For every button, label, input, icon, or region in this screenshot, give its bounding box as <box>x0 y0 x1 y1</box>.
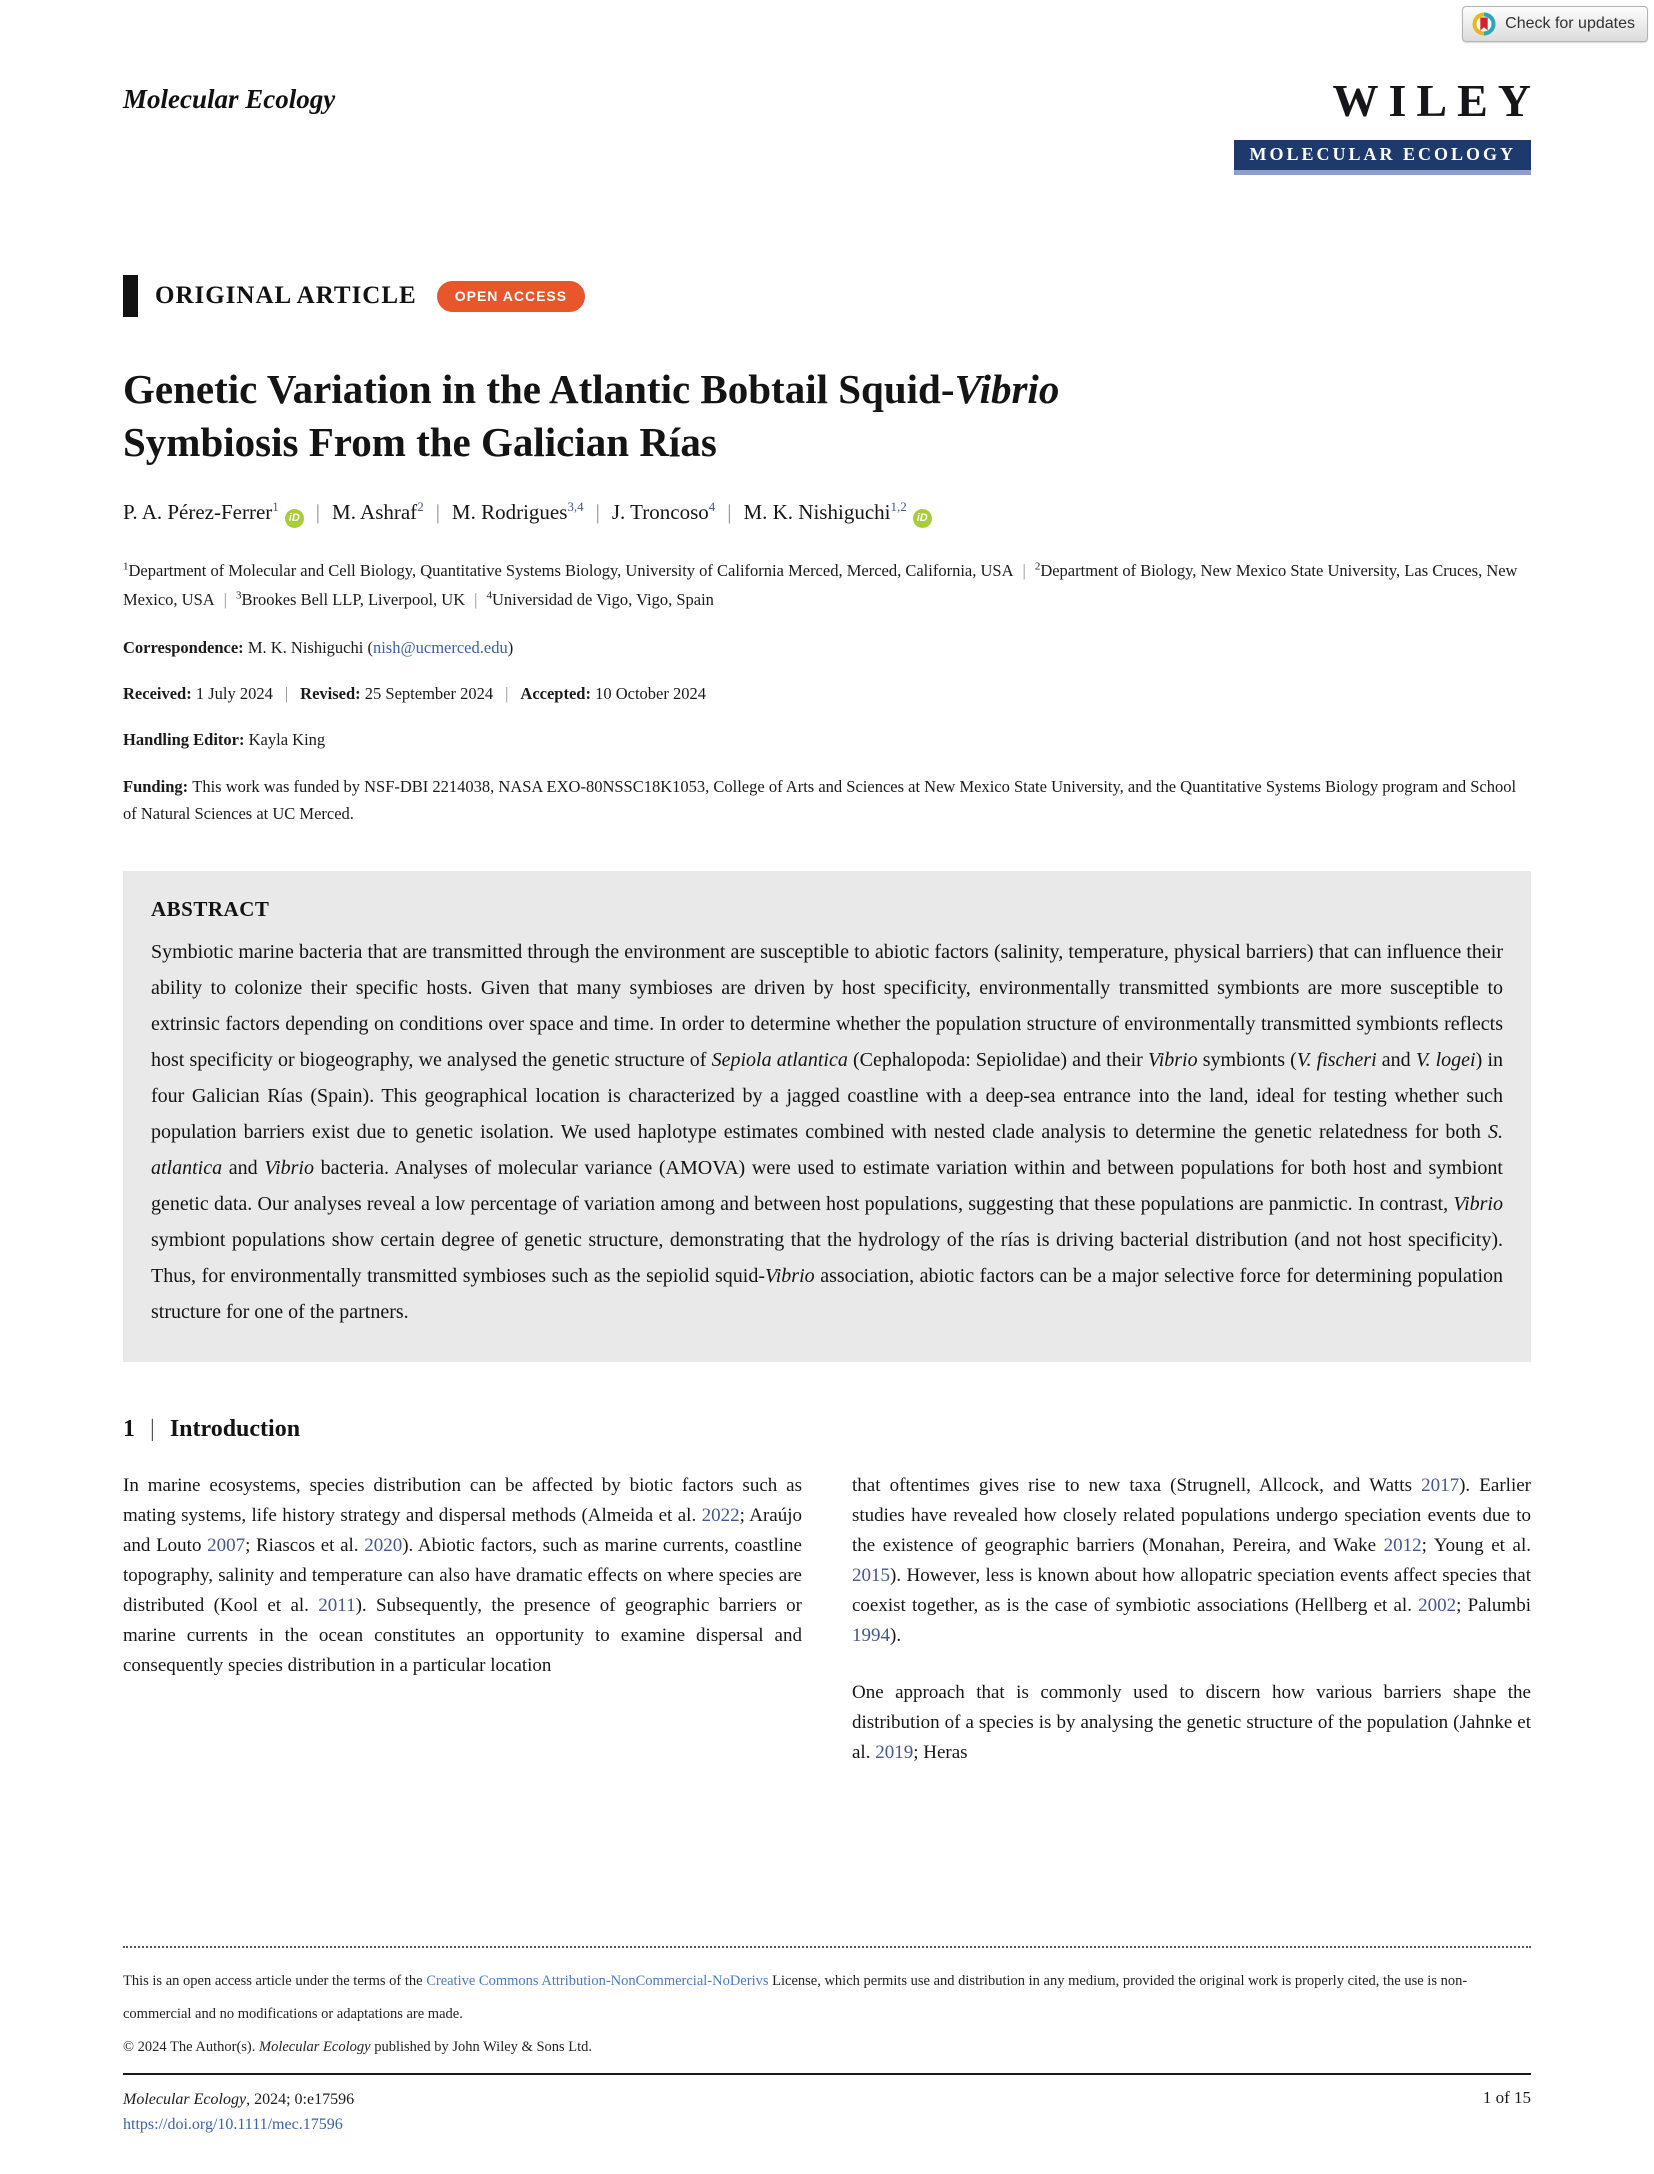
journal-name: Molecular Ecology <box>123 84 336 114</box>
crossmark-icon <box>1472 12 1496 36</box>
separator: | <box>505 684 509 704</box>
citation-link[interactable]: 2017 <box>1421 1475 1460 1497</box>
separator: | <box>474 590 478 610</box>
citation-link[interactable]: 2020 <box>364 1535 403 1557</box>
publisher-block <box>1234 75 1541 175</box>
citation-link[interactable]: 2015 <box>852 1565 890 1587</box>
separator: | <box>435 499 440 524</box>
funding-line: Funding: This work was funded by NSF-DBI 2214038, NASA EXO-80NSSC18K1053, College of Arts and Sciences at New Mexico State University, and the Quantitative Systems Biology program and School of Natural Sciences at UC Merced. <box>123 776 1517 823</box>
footer-citation <box>123 2088 354 2138</box>
license-separator <box>123 1946 1531 1948</box>
license-text: This is an open access article under the terms of the Creative Commons Attribution-NonCommercial-NoDerivs License, which permits use and distribution in any medium, provided the original work is properly cited, the use is non-commercial and no modifications or adaptations are made. <box>123 1973 1468 2022</box>
check-for-updates-button[interactable] <box>1462 6 1648 42</box>
separator: | <box>1022 560 1026 580</box>
intro-col-right <box>852 1471 1531 1768</box>
abstract-text: Symbiotic marine bacteria that are transmitted through the environment are susceptible to abiotic factors (salinity, temperature, physical barriers) that can influence their ability to colonize their specific hosts. Given that many symbioses are driven by host specificity, environmentally transmitted symbionts are more susceptible to extrinsic factors depending on conditions over space and time. In order to determine whether the population structure of environmentally transmitted symbionts reflects host specificity or biogeography, we analysed the genetic structure of Sepiola atlantica (Cephalopoda: Sepiolidae) and their Vibrio symbionts (V. fischeri and V. logei) in four Galician Rías (Spain). This geographical location is characterized by a jagged coastline with a deep-sea entrance into the land, ideal for testing whether such population barriers exist due to genetic isolation. We used haplotype estimates combined with nested clade analysis to determine the genetic relatedness for both S. atlantica and Vibrio bacteria. Analyses of molecular variance (AMOVA) were used to estimate variation within and between populations for both host and symbiont genetic data. Our analyses reveal a low percentage of variation among and between host populations, suggesting that these populations are panmictic. In contrast, Vibrio symbiont populations show certain degree of genetic structure, demonstrating that the hydrology of the rías is driving bacterial distribution (and not host specificity). Thus, for environmentally transmitted symbioses such as the sepiolid squid-Vibrio association, abiotic factors can be a major selective force for determining population structure for one of the partners. <box>151 941 1503 1324</box>
journal-ref: Molecular Ecology, 2024; 0:e17596 <box>123 2091 355 2109</box>
correspondence-line: Correspondence: M. K. Nishiguchi (nish@ucmerced.edu) <box>123 637 514 657</box>
citation-link[interactable]: 2002 <box>1418 1595 1457 1617</box>
article-type-bar <box>123 275 138 317</box>
intro-col-left <box>123 1471 802 1768</box>
text-link[interactable]: nish@ucmerced.edu <box>372 637 508 657</box>
dates-line: Received: 1 July 2024 | Revised: 25 September 2024 | Accepted: 10 October 2024 <box>123 684 707 704</box>
handling-editor-line: Handling Editor: Kayla King <box>123 730 326 750</box>
intro-right-paragraph-1: that oftentimes gives rise to new taxa (Strugnell, Allcock, and Watts 2017). Earlier studies have revealed how closely related populations undergo speciation events due to the existence of geographic barriers (Monahan, Pereira, and Wake 2012; Young et al. 2015). However, less is known about how allopatric speciation events affect species that coexist together, as is the case of symbiotic associations (Hellberg et al. 2002; Palumbi 1994). <box>852 1475 1531 1647</box>
doi-link[interactable]: https://doi.org/10.1111/mec.17596 <box>123 2116 343 2134</box>
page-title <box>123 363 1531 470</box>
orcid-icon[interactable]: iD <box>913 509 932 528</box>
page-number: 1 of 15 <box>1482 2088 1531 2108</box>
abstract-section <box>123 871 1531 1362</box>
page-footer <box>123 1946 1531 2138</box>
intro-right-paragraph-2: One approach that is commonly used to discern how various barriers shape the distribution of a species is by analysing the genetic structure of the population (Jahnke et al. 2019; Heras <box>852 1682 1531 1764</box>
title-line2: Symbiosis From the Galician Rías <box>123 419 717 466</box>
article-type-row <box>123 275 1531 317</box>
title-line1: Genetic Variation in the Atlantic Bobtail Squid-Vibrio <box>123 366 1060 412</box>
page-header <box>123 75 1541 175</box>
check-for-updates-label: Check for updates <box>1505 15 1635 32</box>
section-pipe: | <box>150 1416 155 1443</box>
section-number: 1 <box>123 1416 135 1443</box>
citation-link[interactable]: 2011 <box>318 1595 356 1617</box>
separator: | <box>315 499 321 524</box>
copyright-line: © 2024 The Author(s). Molecular Ecology published by John Wiley & Sons Ltd. <box>123 2039 593 2056</box>
citation-link[interactable]: 1994 <box>852 1625 890 1647</box>
separator: | <box>595 499 600 524</box>
citation-link[interactable]: 2007 <box>207 1535 246 1557</box>
citation-link[interactable]: 2022 <box>701 1505 740 1527</box>
citation-link[interactable]: 2012 <box>1383 1535 1422 1557</box>
section-title: Introduction <box>169 1416 301 1443</box>
separator: | <box>284 684 289 704</box>
open-access-badge: OPEN ACCESS <box>437 281 585 312</box>
journal-badge: MOLECULAR ECOLOGY <box>1234 140 1531 175</box>
intro-left-paragraph: In marine ecosystems, species distribution can be affected by biotic factors such as mating systems, life history strategy and dispersal methods (Almeida et al. 2022; Araújo and Louto 2007; Riascos et al. 2020). Abiotic factors, such as marine currents, coastline topography, salinity and temperature can also have dramatic effects on where species are distributed (Kool et al. 2011). Subsequently, the presence of geographic barriers or marine currents in the ocean constitutes an opportunity to examine dispersal and consequently species distribution in a particular location <box>123 1475 802 1677</box>
citation-link[interactable]: 2019 <box>875 1742 914 1764</box>
text-link[interactable]: Creative Commons Attribution-NonCommercial-NoDerivs <box>426 1973 769 1989</box>
affiliations: $^1$Department of Molecular and Cell Biology, Quantitative Systems Biology, University of California Merced, Merced, California, USA | $^2$Department of Biology, New Mexico State University, Las Cruces, New Mexico, USA | $^3$Brookes Bell LLP, Liverpool, UK | $^4$Universidad de Vigo, Vigo, Spain <box>123 560 1518 610</box>
intro-heading <box>123 1416 1531 1443</box>
intro-columns <box>123 1471 1531 1768</box>
abstract-heading: ABSTRACT <box>151 897 270 922</box>
authors-line: P. A. Pérez-Ferrer$^1$iD | M. Ashraf$^2$ | M. Rodrigues$^{3,4}$ | J. Troncoso$^4$ | M. K. Nishiguchi$^{1,2}$iD <box>123 500 1531 528</box>
separator: | <box>223 590 227 610</box>
orcid-icon[interactable]: iD <box>285 509 304 528</box>
wiley-logo: WILEY <box>1332 75 1541 126</box>
separator: | <box>727 499 732 524</box>
footer-rule <box>123 2073 1531 2075</box>
footer-row <box>123 2088 1531 2138</box>
article-type-label: ORIGINAL ARTICLE <box>155 282 417 309</box>
